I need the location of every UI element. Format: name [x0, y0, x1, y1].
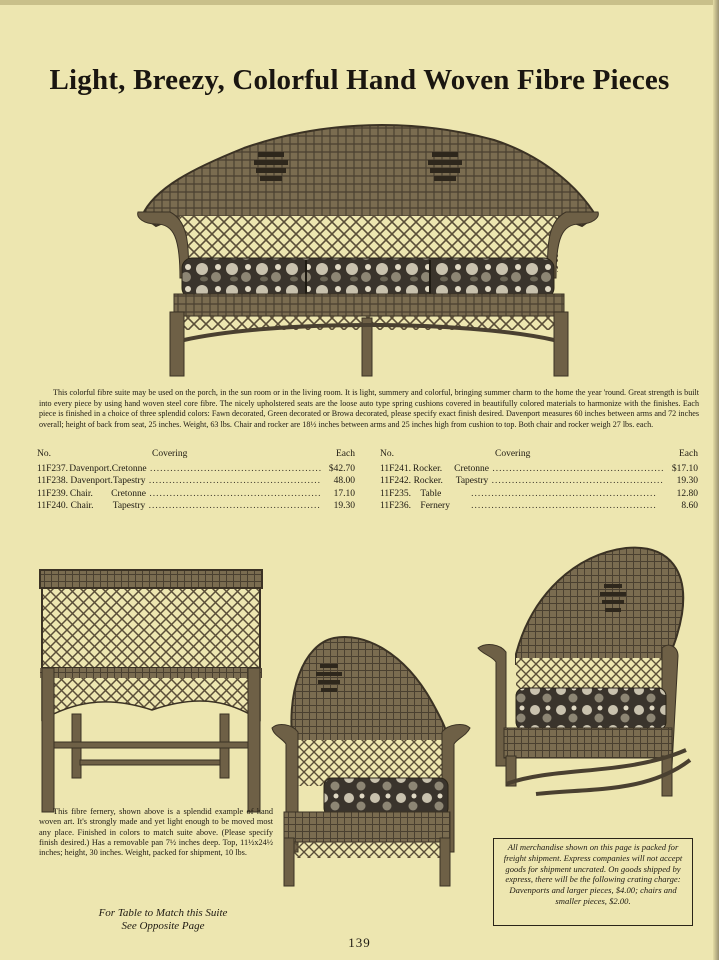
item-number: 11F239. — [37, 488, 69, 499]
item-covering: Cretonne — [111, 464, 147, 475]
item-number: 11F235. — [380, 488, 412, 499]
price-table-left — [37, 448, 355, 512]
item-number: 11F236. — [380, 500, 412, 511]
leader-dots: ................................................... — [488, 464, 665, 475]
header-covering: Covering — [152, 449, 188, 459]
leader-dots: ................................................... — [488, 476, 664, 487]
page-shadow — [713, 0, 719, 960]
item-name: Rocker. — [412, 464, 443, 475]
item-name: Fernery — [420, 500, 450, 511]
header-covering: Covering — [495, 449, 531, 459]
header-each: Each — [336, 449, 355, 459]
price-table-right — [380, 448, 698, 512]
leader-dots: ....................................................... — [471, 488, 657, 499]
item-name: Table — [420, 488, 442, 499]
item-price: 12.80 — [676, 488, 698, 499]
header-no: No. — [37, 449, 51, 459]
leader-dots: ....................................................... — [471, 500, 657, 511]
leader-dots: ................................................... — [145, 488, 322, 499]
matching-table-line-1: For Table to Match this Suite — [98, 907, 228, 919]
matching-table-line-2: See Opposite Page — [121, 920, 205, 932]
item-price: 19.30 — [333, 500, 355, 511]
suite-description: This colorful fibre suite may be used on the porch, in the sun room or in the living room. It is light, summery and colorful, bringing summer charm to the home the year 'round. Great strength is built into every piece by using hand woven steel core fibre. The nicely upholstered seats are the loose auto type spring cushions covered in beautifully colored materials to harmonize with the finishes. Each piece is finished in a choice of three splendid colors: Fawn decorated, Green decorated or Browa decorated, please specify exact finish desired. Davenport measures 60 inches between arms and 72 inches overall; height of back from seat, 25 inches. Weight, 63 lbs. Chair and rocker are 18½ inches between arms and 25 inches high from cushion to top. Both chair and rocker weigh 27 lbs. each. — [39, 388, 699, 429]
item-covering: Cretonne — [454, 464, 489, 475]
price-row — [380, 463, 698, 475]
item-price: 19.30 — [676, 476, 698, 487]
fernery-description: This fibre fernery, shown above is a splendid example of hand woven art. It's strongly made and yet light enough to be moved most any place. Finished in colors to match suite above. (Please specify finish desired.) Has a removable pan 7½ inches deep. Top, 11½x24½ inches; height, 30 inches. Weight, packed for shipment, 10 lbs. — [39, 807, 273, 858]
item-name: Rocker. — [413, 476, 443, 487]
price-row — [37, 463, 355, 475]
item-name: Davenport. — [70, 476, 113, 487]
item-covering: Tapestry — [455, 476, 489, 487]
item-name: Chair. — [69, 488, 93, 499]
price-row — [380, 475, 698, 487]
leader-dots: ................................................... — [146, 464, 323, 475]
item-number: 11F237. — [37, 464, 69, 475]
rocker-illustration — [476, 544, 694, 812]
price-table-header — [37, 448, 355, 460]
chair-illustration — [264, 632, 474, 888]
item-number: 11F241. — [380, 464, 412, 475]
page-edge — [0, 0, 719, 5]
page-title: Light, Breezy, Colorful Hand Woven Fibre Pieces — [49, 64, 670, 96]
item-number: 11F238. — [37, 476, 69, 487]
item-price: 8.60 — [681, 500, 698, 511]
item-number: 11F242. — [380, 476, 412, 487]
price-row — [37, 475, 355, 487]
item-price: 48.00 — [333, 476, 355, 487]
item-covering: Cretonne — [111, 488, 146, 499]
leader-dots: ................................................... — [145, 476, 321, 487]
price-row — [380, 488, 698, 500]
leader-dots: ................................................... — [145, 500, 321, 511]
price-table-header — [380, 448, 698, 460]
davenport-illustration — [134, 108, 602, 380]
price-row — [37, 500, 355, 512]
shipping-note: All merchandise shown on this page is packed for freight shipment. Express companies will not accept goods for shipment uncrated. On goods shipped by express, there will be the following crating charge: Davenports and larger pieces, $4.00; chairs and smaller pieces, $2.00. — [503, 842, 683, 906]
item-covering: Tapestry — [112, 500, 146, 511]
price-row — [380, 500, 698, 512]
item-price: 17.10 — [333, 488, 355, 499]
matching-table-note — [38, 907, 288, 933]
item-covering: Tapestry — [112, 476, 146, 487]
fernery-illustration — [34, 564, 266, 816]
page-number: 139 — [348, 935, 371, 950]
item-name: Chair. — [70, 500, 94, 511]
header-each: Each — [679, 449, 698, 459]
price-row — [37, 488, 355, 500]
item-name: Davenport. — [69, 464, 112, 475]
item-number: 11F240. — [37, 500, 69, 511]
item-price: $17.10 — [671, 464, 698, 475]
item-price: $42.70 — [328, 464, 355, 475]
header-no: No. — [380, 449, 394, 459]
shipping-note-box — [493, 838, 693, 926]
